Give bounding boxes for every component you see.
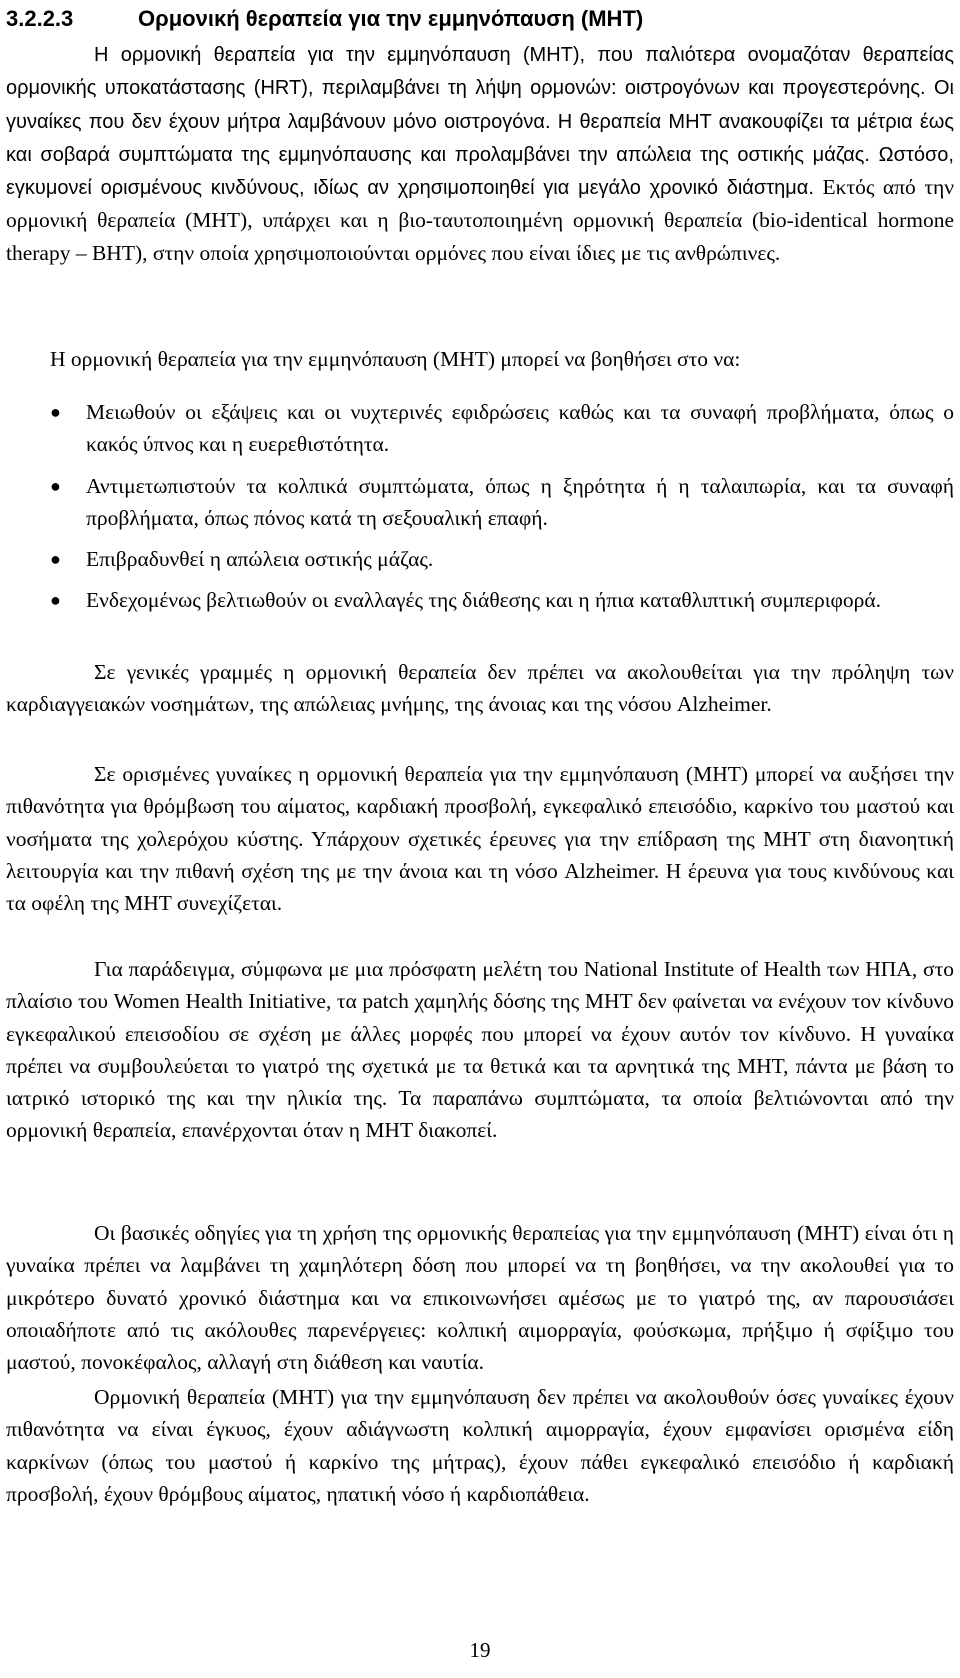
bullet-icon: ● [50,590,61,611]
paragraph-study: Για παράδειγμα, σύμφωνα με μια πρόσφατη μελέτη του National Institute of Health των ΗΠΑ, στο πλαίσιο του Women Health Initiative, τα patch χαμηλής δόσης της MHT δεν φαίνεται να ενέχουν τον κίνδυνο εγκεφαλικού επεισοδίου σε σχέση με άλλες μορφές που μπορεί να έχουν αυτόν τον κίνδυνο. Η γυναίκα πρέπει να συμβουλεύεται το γιατρό της σχετικά με τα θετικά και τα αρνητικά της MHT, πάντα με βάση το ιατρικό ιστορικό της και την ηλικία της. Τα παραπάνω συμπτώματα, τα οποία βελτιώνονται από την ορμονική θεραπεία, επανέρχονται όταν η MHT διακοπεί. [6,957,954,1143]
paragraph-mht-definition-serif: Εκτός από την ορμονική θεραπεία (MHT), υπάρχει και η βιο-ταυτοποιημένη ορμονική θεραπεία (bio-identical hormone therapy – BHT), στην οποία χρησιμοποιούνται ορμόνες που είναι ίδιες με τις ανθρώπινες. [6,175,954,265]
paragraph-mht-definition [6,38,954,269]
section-title: Ορμονική θεραπεία για την εμμηνόπαυση (MHT) [138,6,644,31]
list-item [6,396,954,461]
bullet-icon: ● [50,475,61,496]
bullet-icon: ● [50,402,61,422]
section-number: 3.2.2.3 [6,6,74,31]
benefits-intro: Η ορμονική θεραπεία για την εμμηνόπαυση (MHT) μπορεί να βοηθήσει στο να: [50,347,741,371]
document-page [6,0,954,1678]
paragraph-contraindications: Ορμονική θεραπεία (MHT) για την εμμηνόπαυση δεν πρέπει να ακολουθούν όσες γυναίκες έχουν πιθανότητα να είναι έγκυος, έχουν αδιάγνωστη κολπική αιμορραγία, έχουν εμφανίσει ορισμένα είδη καρκίνων (όπως του μαστού ή καρκίνο της μήτρας), έχουν πάθει εγκεφαλικό επεισόδιο ή καρδιακή προσβολή, έχουν θρόμβους αίματος, ηπατική νόσο ή καρδιοπάθεια. [6,1385,954,1506]
list-item [6,584,954,616]
paragraph-prevention: Σε γενικές γραμμές η ορμονική θεραπεία δεν πρέπει να ακολουθείται για την πρόληψη των καρδιαγγειακών νοσημάτων, της απώλειας μνήμης, της άνοιας και της νόσου Alzheimer. [6,660,954,717]
bullet-icon: ● [50,549,61,570]
paragraph-mht-definition-sans: Η ορμονική θεραπεία για την εμμηνόπαυση (MHT), που παλιότερα ονομαζόταν θεραπείας ορμονικής υποκατάστασης (HRT), περιλαμβάνει τη λήψη ορμονών: οιστρογόνων και προγεστερόνης. Οι γυναίκες που δεν έχουν μήτρα λαμβάνουν μόνο οιστρογόνα. Η θεραπεία MHT ανακουφίζει τα μέτρια έως και σοβαρά συμπτώματα της εμμηνόπαυσης και προλαμβάνει την απώλεια της οστικής μάζας. Ωστόσο, εγκυμονεί ορισμένους κινδύνους, ιδίως αν χρησιμοποιηθεί για μεγάλο χρονικό διάστημα. [6,44,954,200]
page-number: 19 [469,1638,491,1662]
list-item-text: Μειωθούν οι εξάψεις και οι νυχτερινές εφιδρώσεις καθώς και τα συναφή προβλήματα, όπως ο κακός ύπνος και η ευερεθιστότητα. [86,400,954,457]
paragraph-risks: Σε ορισμένες γυναίκες η ορμονική θεραπεία για την εμμηνόπαυση (MHT) μπορεί να αυξήσει την πιθανότητα για θρόμβωση του αίματος, καρδιακή προσβολή, εγκεφαλικό επεισόδιο, καρκίνο του μαστού και νοσήματα της χολερόχου κύστης. Υπάρχουν σχετικές έρευνες για την επίδραση της MHT στη διανοητική λειτουργία και την πιθανή σχέση της με την άνοια και τη νόσο Alzheimer. Η έρευνα για τους κινδύνους και τα οφέλη της MHT συνεχίζεται. [6,762,954,916]
benefits-list [6,396,954,626]
paragraph-guidelines: Οι βασικές οδηγίες για τη χρήση της ορμονικής θεραπείας για την εμμηνόπαυση (MHT) είναι ότι η γυναίκα πρέπει να λαμβάνει τη χαμηλότερη δόση που μπορεί να τη βοηθήσει, να την ακολουθεί για το μικρότερο δυνατό χρονικό διάστημα και να επικοινωνήσει αμέσως με το γιατρό της, αν παρουσιάσει οποιαδήποτε από τις ακόλουθες παρενέργειες: κολπική αιμορραγία, φούσκωμα, πρήξιμο ή σφίξιμο του μαστού, πονοκέφαλος, αλλαγή στη διάθεση και ναυτία. [6,1221,954,1375]
list-item-text: Επιβραδυνθεί η απώλεια οστικής μάζας. [86,547,434,572]
list-item [6,543,954,575]
list-item [6,470,954,535]
list-item-text: Ενδεχομένως βελτιωθούν οι εναλλαγές της διάθεσης και η ήπια καταθλιπτική συμπεριφορά. [86,588,882,613]
section-heading [6,4,643,34]
list-item-text: Αντιμετωπιστούν τα κολπικά συμπτώματα, όπως η ξηρότητα ή η ταλαιπωρία, και τα συναφή προβλήματα, όπως πόνος κατά τη σεξουαλική επαφή. [86,473,954,530]
